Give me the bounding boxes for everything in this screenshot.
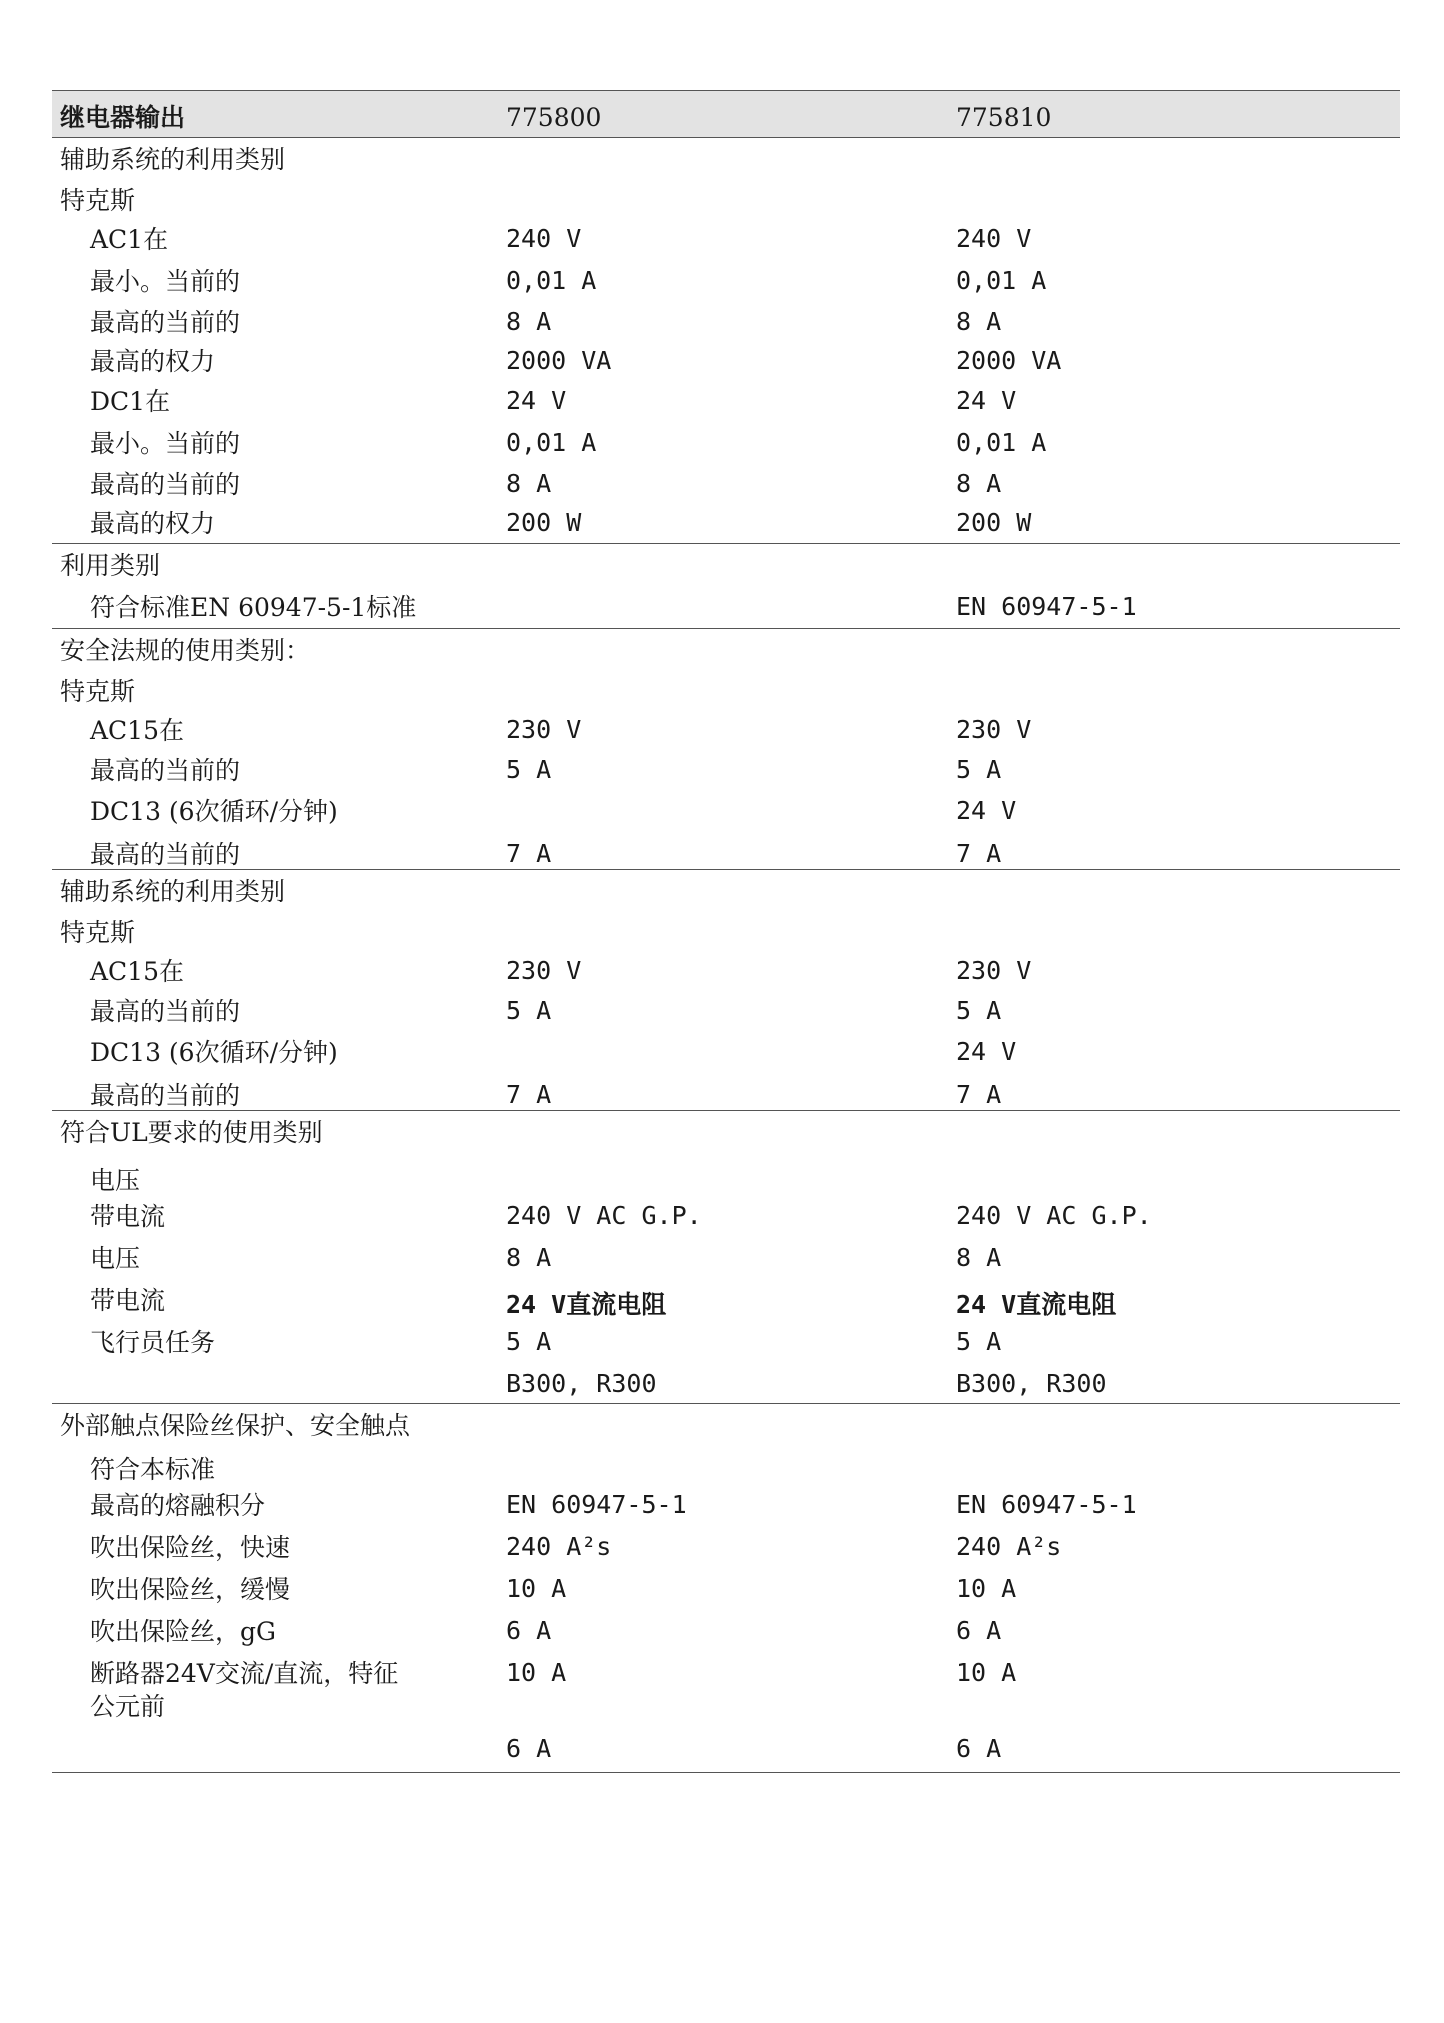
table-row xyxy=(52,544,1400,586)
value-775810: 0,01 A xyxy=(956,428,1047,457)
value-775800: 8 A xyxy=(506,469,552,498)
value-775800: 2000 VA xyxy=(506,346,612,375)
value-775800: 7 A xyxy=(506,839,552,868)
row-label: DC1在 xyxy=(90,387,171,416)
table-row xyxy=(52,1526,1400,1568)
row-label: 外部触点保险丝保护、安全触点 xyxy=(60,1411,411,1440)
value-775810: 5 A xyxy=(956,1327,1002,1356)
table-row xyxy=(52,709,1400,749)
table-section xyxy=(52,544,1400,629)
row-label: 带电流 xyxy=(90,1286,166,1315)
row-label: 电压 xyxy=(90,1244,141,1273)
value-775800: B300, R300 xyxy=(506,1369,657,1398)
table-row xyxy=(52,1111,1400,1159)
value-775800: 240 V AC G.P. xyxy=(506,1201,702,1230)
value-775810: 230 V xyxy=(956,956,1032,985)
value-775800: 8 A xyxy=(506,1243,552,1272)
row-label: 最高的当前的 xyxy=(90,470,241,499)
row-label: 符合标准EN 60947-5-1标准 xyxy=(90,593,417,622)
table-row xyxy=(52,1363,1400,1403)
value-775810: 24 V xyxy=(956,1037,1017,1066)
table-row xyxy=(52,1321,1400,1363)
value-775800: 24 V直流电阻 xyxy=(506,1290,667,1319)
table-section xyxy=(52,1111,1400,1404)
table-row xyxy=(52,990,1400,1031)
row-label: 最高的当前的 xyxy=(90,308,241,337)
table-section xyxy=(52,138,1400,544)
table-row xyxy=(52,749,1400,790)
row-label: 最高的当前的 xyxy=(90,756,241,785)
value-775810: 8 A xyxy=(956,469,1002,498)
table-row xyxy=(52,870,1400,911)
table-row xyxy=(52,179,1400,218)
row-label: DC13 (6次循环/分钟) xyxy=(90,797,338,826)
table-row xyxy=(52,1279,1400,1321)
value-775810: 7 A xyxy=(956,1080,1002,1109)
table-row xyxy=(52,301,1400,340)
table-row xyxy=(52,340,1400,380)
value-775800: 240 A²s xyxy=(506,1532,612,1561)
table-row xyxy=(52,911,1400,950)
value-775810: 10 A xyxy=(956,1658,1017,1687)
row-label: 特克斯 xyxy=(60,677,136,706)
table-row xyxy=(52,1237,1400,1279)
value-775810: 240 V xyxy=(956,224,1032,253)
table-row xyxy=(52,950,1400,990)
table-row xyxy=(52,670,1400,709)
table-row xyxy=(52,790,1400,833)
row-label: 辅助系统的利用类别 xyxy=(60,877,286,906)
row-label: 最高的当前的 xyxy=(90,840,241,869)
row-label: 最高的当前的 xyxy=(90,997,241,1026)
row-label: 吹出保险丝，快速 xyxy=(90,1533,291,1562)
table-section xyxy=(52,629,1400,870)
value-775800: 5 A xyxy=(506,996,552,1025)
row-label: 符合本标准 xyxy=(90,1455,216,1484)
row-label: 利用类别 xyxy=(60,551,161,580)
row-label: 最高的权力 xyxy=(90,347,216,376)
value-775800: 230 V xyxy=(506,956,582,985)
value-775800: 230 V xyxy=(506,715,582,744)
table-row xyxy=(52,1195,1400,1237)
table-row xyxy=(52,502,1400,543)
row-label: 公元前 xyxy=(90,1692,166,1721)
table-row xyxy=(52,833,1400,869)
specification-table xyxy=(52,90,1400,1773)
value-775810: 24 V xyxy=(956,386,1017,415)
table-row xyxy=(52,138,1400,179)
row-label: 安全法规的使用类别： xyxy=(60,636,311,665)
row-label: 最高的当前的 xyxy=(90,1081,241,1110)
value-775800: 5 A xyxy=(506,1327,552,1356)
value-775800: 240 V xyxy=(506,224,582,253)
value-775810: 5 A xyxy=(956,996,1002,1025)
table-row xyxy=(52,218,1400,260)
value-775810: 240 V AC G.P. xyxy=(956,1201,1152,1230)
row-label: AC1在 xyxy=(90,225,169,254)
row-label: 飞行员任务 xyxy=(90,1328,216,1357)
value-775810: 24 V xyxy=(956,796,1017,825)
row-label: 最高的熔融积分 xyxy=(90,1491,266,1520)
table-row xyxy=(52,1685,1400,1728)
table-row xyxy=(52,1610,1400,1652)
value-775800: 7 A xyxy=(506,1080,552,1109)
value-775810: 5 A xyxy=(956,755,1002,784)
table-header xyxy=(52,90,1400,138)
value-775810: EN 60947-5-1 xyxy=(956,592,1137,621)
table-body xyxy=(52,138,1400,1773)
value-775800: 8 A xyxy=(506,307,552,336)
row-label: 带电流 xyxy=(90,1202,166,1231)
row-label: 辅助系统的利用类别 xyxy=(60,145,286,174)
value-775800: 0,01 A xyxy=(506,266,597,295)
table-row xyxy=(52,1159,1400,1195)
value-775800: 6 A xyxy=(506,1734,552,1763)
value-775810: 240 A²s xyxy=(956,1532,1062,1561)
table-row xyxy=(52,1031,1400,1074)
row-label: 特克斯 xyxy=(60,918,136,947)
table-row xyxy=(52,260,1400,301)
value-775810: B300, R300 xyxy=(956,1369,1107,1398)
value-775810: 10 A xyxy=(956,1574,1017,1603)
table-row xyxy=(52,586,1400,628)
table-row xyxy=(52,1728,1400,1772)
value-775800: 200 W xyxy=(506,508,582,537)
value-775800: 0,01 A xyxy=(506,428,597,457)
table-row xyxy=(52,1484,1400,1526)
value-775800: 24 V xyxy=(506,386,567,415)
value-775810: 230 V xyxy=(956,715,1032,744)
value-775810: EN 60947-5-1 xyxy=(956,1490,1137,1519)
row-label: 特克斯 xyxy=(60,186,136,215)
row-label: DC13 (6次循环/分钟) xyxy=(90,1038,338,1067)
value-775800: EN 60947-5-1 xyxy=(506,1490,687,1519)
table-row xyxy=(52,629,1400,670)
row-label: AC15在 xyxy=(90,957,184,986)
value-775800: 6 A xyxy=(506,1616,552,1645)
row-label: 最小。当前的 xyxy=(90,429,241,458)
value-775810: 8 A xyxy=(956,307,1002,336)
table-row xyxy=(52,380,1400,422)
value-775810: 6 A xyxy=(956,1734,1002,1763)
value-775810: 2000 VA xyxy=(956,346,1062,375)
row-label: 最小。当前的 xyxy=(90,267,241,296)
table-row xyxy=(52,1652,1400,1688)
table-row xyxy=(52,1448,1400,1484)
table-row xyxy=(52,422,1400,463)
row-label: 吹出保险丝，缓慢 xyxy=(90,1575,291,1604)
row-label: 最高的权力 xyxy=(90,509,216,538)
value-775810: 8 A xyxy=(956,1243,1002,1272)
row-label: AC15在 xyxy=(90,716,184,745)
value-775810: 200 W xyxy=(956,508,1032,537)
value-775810: 0,01 A xyxy=(956,266,1047,295)
header-model-775800: 775800 xyxy=(506,103,602,132)
table-row xyxy=(52,1404,1400,1448)
value-775800: 5 A xyxy=(506,755,552,784)
table-section xyxy=(52,1404,1400,1773)
row-label: 符合UL要求的使用类别 xyxy=(60,1118,323,1147)
table-section xyxy=(52,870,1400,1111)
header-model-775810: 775810 xyxy=(956,103,1052,132)
value-775800: 10 A xyxy=(506,1658,567,1687)
value-775810: 7 A xyxy=(956,839,1002,868)
value-775810: 24 V直流电阻 xyxy=(956,1290,1117,1319)
row-label: 断路器24V交流/直流，特征 xyxy=(90,1659,399,1688)
table-row xyxy=(52,1074,1400,1110)
value-775800: 10 A xyxy=(506,1574,567,1603)
value-775810: 6 A xyxy=(956,1616,1002,1645)
table-row xyxy=(52,1568,1400,1610)
table-row xyxy=(52,463,1400,502)
row-label: 吹出保险丝，gG xyxy=(90,1617,276,1646)
row-label: 电压 xyxy=(90,1166,141,1195)
header-title: 继电器输出 xyxy=(60,103,186,132)
